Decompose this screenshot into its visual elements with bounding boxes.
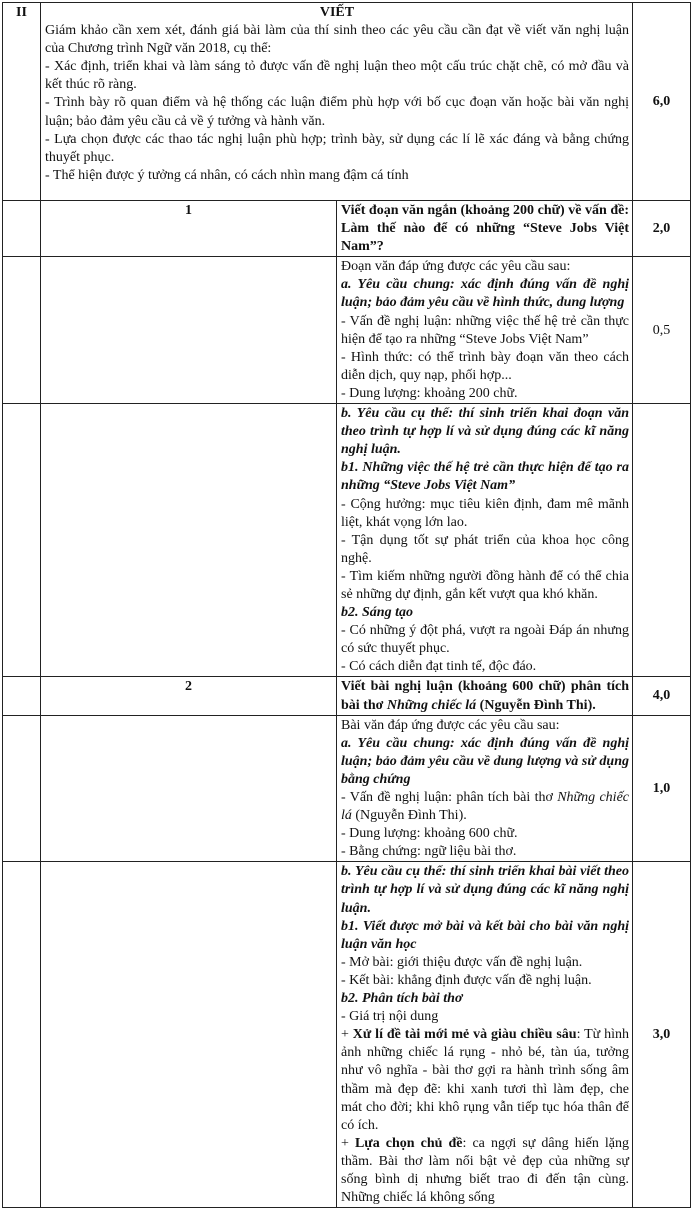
- question-1-part-b: [337, 404, 633, 677]
- question-2-number: 2: [41, 677, 337, 715]
- question-1-title-row: [3, 201, 691, 257]
- question-1-title: Viết đoạn văn ngắn (khoảng 200 chữ) về vấn đề: Làm thế nào để có những “Steve Jobs Việt Nam”?: [337, 201, 633, 257]
- paragraph-lead: Lựa chọn chủ đề: [354, 1135, 463, 1151]
- question-2-part-b-score: 3,0: [633, 862, 691, 1208]
- part-line: - Kết bài: khẳng định được vấn đề nghị luận.: [341, 972, 592, 988]
- line-prefix: - Vấn đề nghị luận: phân tích bài thơ: [341, 790, 558, 805]
- line-suffix: (Nguyễn Đình Thi).: [351, 808, 467, 824]
- question-2-part-a: [337, 715, 633, 862]
- sub-heading-b1: b1. Viết được mở bài và kết bài cho bài văn nghị luận văn học: [341, 918, 629, 952]
- analysis-paragraph: + Lựa chọn chủ đề: ca ngợi sự dâng hiến lặng thầm. Bài thơ làm nổi bật vẻ đẹp của những sự sống bình dị nhưng biết trao đi đến tận cùng. Những chiếc lá không sống: [341, 1135, 629, 1206]
- section-score: 6,0: [633, 3, 691, 201]
- part-line: [341, 789, 629, 825]
- section-number: II: [3, 3, 41, 201]
- part-line: - Có những ý đột phá, vượt ra ngoài Đáp án nhưng có sức thuyết phục.: [341, 623, 629, 657]
- part-line: - Giá trị nội dung: [341, 1009, 439, 1025]
- sub-heading-b2: b2. Phân tích bài thơ: [341, 991, 463, 1007]
- paragraph-text: : Từ hình ảnh những chiếc lá rụng - nhỏ bé, tàn úa, tưởng như vô nghĩa - bài thơ gợi ra hành trình sống âm thầm mà đẹp đẽ: khi xanh tươi thì làm đẹp, che mát cho đời; khi khô rụng vẫn tiếp tục hóa thân để có ích.: [341, 1027, 629, 1133]
- question-1-number: 1: [41, 201, 337, 257]
- question-1-part-a-score: 0,5: [633, 257, 691, 404]
- question-1-part-b-row: [3, 404, 691, 677]
- sub-heading-b2: b2. Sáng tạo: [341, 605, 413, 621]
- part-heading: a. Yêu cầu chung: xác định đúng vấn đề nghị luận; bảo đảm yêu cầu về dung lượng và sử dụng bằng chứng: [341, 735, 629, 787]
- sub-heading-b1: b1. Những việc thế hệ trẻ cần thực hiện để tạo ra những “Steve Jobs Việt Nam”: [341, 460, 629, 494]
- question-2-title-row: [3, 677, 691, 715]
- section-bullet: - Lựa chọn được các thao tác nghị luận phù hợp; trình bày, sử dụng các lí lẽ xác đáng và bằng chứng thuyết phục.: [45, 131, 629, 165]
- question-1-part-a: [337, 257, 633, 404]
- question-2-part-b-row: [3, 862, 691, 1208]
- part-line: - Dung lượng: khoảng 200 chữ.: [341, 385, 518, 401]
- part-line: - Cộng hưởng: mục tiêu kiên định, đam mê mãnh liệt, khát vọng lớn lao.: [341, 496, 629, 530]
- analysis-paragraph: + Xử lí đề tài mới mẻ và giàu chiều sâu: Từ hình ảnh những chiếc lá rụng - nhỏ bé, tàn úa, tưởng như vô nghĩa - bài thơ gợi ra hành trình sống âm thầm mà đẹp đẽ: khi xanh tươi thì làm đẹp, che mát cho đời; khi khô rụng vẫn tiếp tục hóa thân để có ích.: [341, 1027, 629, 1133]
- part-lead: Đoạn văn đáp ứng được các yêu cầu sau:: [341, 259, 571, 275]
- part-heading: b. Yêu cầu cụ thể: thí sinh triển khai bài viết theo trình tự hợp lí và sử dụng đúng các kĩ năng nghị luận.: [341, 864, 629, 916]
- section-bullet: - Thể hiện được ý tưởng cá nhân, có cách nhìn mang đậm cá tính: [45, 167, 409, 183]
- question-1-score: 2,0: [633, 201, 691, 257]
- part-heading: a. Yêu cầu chung: xác định đúng vấn đề nghị luận; bảo đảm yêu cầu về hình thức, dung lượng: [341, 277, 629, 311]
- section-bullet: - Xác định, triển khai và làm sáng tỏ được vấn đề nghị luận theo một cấu trúc chặt chẽ, có mở đầu và kết thúc rõ ràng.: [45, 59, 629, 93]
- part-line: - Bằng chứng: ngữ liệu bài thơ.: [341, 844, 517, 860]
- section-row: [3, 3, 691, 201]
- part-line: - Mở bài: giới thiệu được vấn đề nghị luận.: [341, 954, 583, 970]
- question-2-part-a-score: 1,0: [633, 715, 691, 862]
- question-2-part-a-row: [3, 715, 691, 862]
- section-content: [41, 3, 633, 201]
- poem-title: Những chiếc lá: [341, 790, 629, 824]
- title-prefix: Viết bài nghị luận (khoảng 600 chữ) phân tích bài thơ: [341, 679, 629, 713]
- part-line: - Hình thức: có thể trình bày đoạn văn theo cách diễn dịch, quy nạp, phối hợp...: [341, 349, 629, 383]
- paragraph-text: : ca ngợi sự dâng hiến lặng thầm. Bài thơ làm nổi bật vẻ đẹp của những sự sống bình dị nhưng biết trao đi đến tận cùng. Những chiếc lá không sống: [341, 1135, 629, 1206]
- part-line: - Tận dụng tốt sự phát triển của khoa học công nghệ.: [341, 532, 629, 566]
- question-2-score: 4,0: [633, 677, 691, 715]
- part-line: - Có cách diễn đạt tinh tế, độc đáo.: [341, 659, 537, 675]
- question-1-part-a-row: [3, 257, 691, 404]
- part-line: - Vấn đề nghị luận: những việc thế hệ trẻ cần thực hiện để tạo ra những “Steve Jobs Việt Nam”: [341, 313, 629, 347]
- part-line: - Dung lượng: khoảng 600 chữ.: [341, 826, 518, 842]
- title-suffix: (Nguyễn Đình Thi).: [476, 697, 596, 713]
- paragraph-lead: Xử lí đề tài mới mẻ và giàu chiều sâu: [352, 1027, 577, 1043]
- question-2-title: [337, 677, 633, 715]
- grading-table: [2, 2, 691, 1208]
- section-intro: Giám khảo cần xem xét, đánh giá bài làm của thí sinh theo các yêu cầu cần đạt về viết văn nghị luận của Chương trình Ngữ văn 2018, cụ thể:: [45, 23, 629, 57]
- part-lead: Bài văn đáp ứng được các yêu cầu sau:: [341, 717, 560, 733]
- question-2-part-b: [337, 862, 633, 1208]
- part-heading: b. Yêu cầu cụ thể: thí sinh triển khai đoạn văn theo trình tự hợp lí và sử dụng đúng các kĩ năng nghị luận.: [341, 406, 629, 458]
- section-title: VIẾT: [319, 5, 355, 20]
- part-line: - Tìm kiếm những người đồng hành để có thể chia sẻ những dự định, gắn kết vượt qua khó khăn.: [341, 568, 629, 602]
- section-bullet: - Trình bày rõ quan điểm và hệ thống các luận điểm phù hợp với bố cục đoạn văn hoặc bài văn nghị luận; bảo đảm yêu cầu cả về ý tưởng và hành văn.: [45, 95, 629, 129]
- poem-title: Những chiếc lá: [386, 697, 477, 713]
